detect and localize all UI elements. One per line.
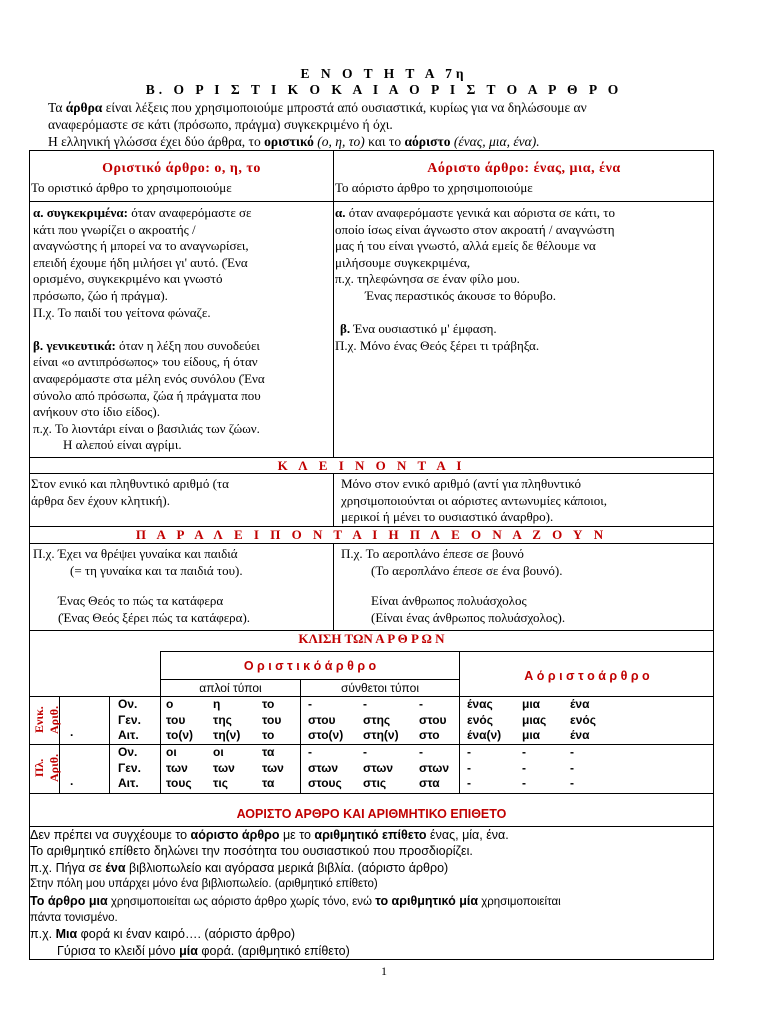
article-form: της [213, 712, 232, 727]
article-form: τα [262, 745, 275, 759]
case-label: Γεν. [118, 712, 141, 727]
article-form: η [213, 697, 221, 711]
indefinite-use-intro: Το αόριστο άρθρο το χρησιμοποιούμε [335, 180, 533, 195]
case-label: Αιτ. [118, 776, 139, 790]
case-label: Αιτ. [118, 728, 139, 742]
article-form: στη(ν) [363, 728, 399, 742]
article-form: των [213, 760, 235, 775]
article-form: - [467, 760, 471, 775]
article-form: των [262, 760, 284, 775]
article-form: ενός [570, 712, 596, 727]
article-form: ο [166, 697, 174, 711]
divider [29, 543, 714, 544]
indefinite-heading: Αόριστο άρθρο: ένας, μια, ένα [427, 161, 621, 176]
article-form: - [419, 697, 423, 711]
divider [29, 201, 714, 202]
article-form: ενός [467, 712, 493, 727]
article-form: τους [166, 776, 192, 790]
declined-indefinite: Μόνο στον ενικό αριθμό (αντί για πληθυντικό χρησιμοποιούνται οι αόριστες αντωνυμίες κάποιοι, μερικοί ή μένει το ουσιαστικό άναρθρο). [341, 476, 607, 525]
article-form: τις [213, 776, 228, 790]
table-row [0, 745, 768, 761]
declension-heading: ΚΛΙΣΗ ΤΩΝ Α Ρ Θ Ρ Ω Ν [298, 631, 445, 646]
article-form: στα [419, 776, 440, 790]
article-form: - [467, 776, 471, 790]
omitted-indefinite: Π.χ. Το αεροπλάνο έπεσε σε βουνό (Το αεροπλάνο έπεσε σε ένα βουνό). Είναι άνθρωπος πολυάσχολος (Είναι ένας άνθρωπος πολυάσχολος). [341, 546, 566, 625]
case-label: Γεν. [118, 760, 141, 775]
divider [333, 473, 334, 526]
intro-line-2: αναφερόμαστε σε κάτι (πρόσωπο, πράγμα) συγκεκριμένο ή όχι. [48, 117, 393, 132]
article-form: ένα(ν) [467, 728, 502, 742]
compound-forms-label: σύνθετοι τύποι [341, 681, 419, 695]
declined-heading: Κ Λ Ε Ι Ν Ο Ν Τ Α Ι [277, 458, 466, 473]
article-form: - [570, 760, 574, 775]
article-form: - [570, 745, 574, 759]
definite-table-title: Ο ρ ι σ τ ι κ ό ά ρ θ ρ ο [243, 659, 377, 673]
article-form: μια [522, 697, 541, 711]
indefinite-table-title: Α ό ρ ι σ τ ο ά ρ θ ρ ο [524, 669, 650, 683]
article-form: στων [419, 760, 450, 775]
article-form: στο(ν) [308, 728, 344, 742]
article-form: στους [308, 776, 342, 790]
divider [333, 543, 334, 630]
plural-rows [0, 745, 768, 792]
numeral-text: Δεν πρέπει να συγχέουμε το αόριστο άρθρο με το αριθμητικό επίθετο ένας, μία, ένα. Το αριθμητικό επίθετο δηλώνει την ποσότητα του ουσιαστικού που προσδιορίζει. π.χ. Πήγα σε ένα βιβλιοπωλείο και αγόρασα μερικά βιβλία. (αόριστο άρθρο) Στην πόλη μου υπάρχει μόνο ένα βιβλιοπωλείο. (αριθμητικό επίθετο) Το άρθρο μια χρησιμοποιείται ως αόριστο άρθρο χωρίς τόνο, ενώ το αριθμητικό μία χρησιμοποιείται πάντα τονισμένο. π.χ. Μια φορά κι έναν καιρό…. (αόριστο άρθρο) Γύρισα το κλειδί μόνο μία φορά. (αριθμητικό επίθετο) [30, 828, 561, 958]
article-form: - [570, 776, 574, 790]
divider [333, 150, 334, 457]
article-form: στου [308, 712, 336, 727]
table-row [0, 713, 768, 729]
article-form: στου [419, 712, 447, 727]
article-form: ένα [570, 728, 590, 742]
table-row [0, 761, 768, 777]
article-form: οι [213, 745, 224, 759]
article-form: το(ν) [166, 728, 194, 742]
table-row [0, 728, 768, 744]
article-form: οι [166, 745, 177, 759]
article-form: του [166, 712, 186, 727]
article-form: - [522, 776, 526, 790]
article-form: - [419, 745, 423, 759]
table-line [160, 651, 714, 652]
definite-usage-a: α. συγκεκριμένα: όταν αναφερόμαστε σε κάτι που γνωρίζει ο ακροατής / αναγνώστης ή μπορεί να το αναγνωρίσει, επειδή έχουμε ήδη μιλήσει γι' αυτό. (Ένα ορισμένο, συγκεκριμένο και γνωστό πρόσωπο, ζώο ή πράγμα). Π.χ. Το παιδί του γείτονα φώναζε. β. γενικευτικά: όταν η λέξη που συνοδεύει είναι «ο αντιπρόσωπος» του είδους, ή όταν αναφερόμαστε στα μέλη ενός συνόλου (Ένα σύνολο από πρόσωπα, ζώα ή πράγματα που ανήκουν στο ίδιο είδος). π.χ. Το λιοντάρι είναι ο βασιλιάς των ζώων. Η αλεπού είναι αγρίμι. [33, 205, 265, 453]
table-row [0, 776, 768, 792]
article-form: το [262, 697, 275, 711]
article-form: ένα [570, 697, 590, 711]
omitted-heading: Π Α Ρ Α Λ Ε Ι Π Ο Ν Τ Α Ι Η Π Λ Ε Ο Ν Α Ζ Ο Υ Ν [135, 527, 608, 542]
page-number: 1 [381, 964, 387, 978]
definite-heading: Οριστικό άρθρο: ο, η, το [102, 161, 261, 176]
intro-line-3: Η ελληνική γλώσσα έχει δύο άρθρα, το οριστικό (ο, η, το) και το αόριστο (ένας, μια, ένα). [48, 134, 540, 149]
article-form: - [467, 745, 471, 759]
table-line [160, 679, 459, 680]
article-form: τα [262, 776, 275, 790]
definite-use-intro: Το οριστικό άρθρο το χρησιμοποιούμε [31, 180, 232, 195]
article-form: - [522, 745, 526, 759]
article-form: των [166, 760, 188, 775]
page-title: Β. Ο Ρ Ι Σ Τ Ι Κ Ο Κ Α Ι Α Ο Ρ Ι Σ Τ Ο Α Ρ Θ Ρ Ο [145, 82, 623, 97]
row-dot: . [70, 725, 74, 739]
omitted-definite: Π.χ. Έχει να θρέψει γυναίκα και παιδιά (= τη γυναίκα και τα παιδιά του). Ένας Θεός το πώς τα κατάφερα (Ένας Θεός ξέρει πώς τα κατάφερα). [33, 546, 251, 625]
row-dot: . [70, 774, 74, 788]
singular-rows [0, 697, 768, 744]
article-form: στων [363, 760, 394, 775]
numeral-heading: ΑΟΡΙΣΤΟ ΑΡΘΡΟ ΚΑΙ ΑΡΙΘΜΗΤΙΚΟ ΕΠΙΘΕΤΟ [236, 807, 507, 821]
article-form: - [308, 745, 312, 759]
singular-label: Ενικ. Αριθ. [32, 705, 61, 735]
article-form: - [363, 697, 367, 711]
article-form: στις [363, 776, 387, 790]
article-form: στης [363, 712, 391, 727]
article-form: στο [419, 728, 440, 742]
case-label: Ον. [118, 745, 138, 759]
article-form: του [262, 712, 282, 727]
indefinite-usage: α. όταν αναφερόμαστε γενικά και αόριστα σε κάτι, το οποίο ίσως είναι άγνωστο στον ακροατή / αναγνώστη μας ή του είναι γνωστό, αλλά εμείς δε θέλουμε να μιλήσουμε συγκεκριμένα, π.χ. τηλεφώνησα σε έναν φίλο μου. Ένας περαστικός άκουσε το θόρυβο. β. Ένα ουσιαστικό μ' έμφαση. Π.χ. Μόνο ένας Θεός ξέρει τι τράβηξα. [335, 205, 615, 353]
case-label: Ον. [118, 697, 138, 711]
unit-title: Ε Ν Ο Τ Η Τ Α 7η [300, 66, 468, 81]
simple-forms-label: απλοί τύποι [199, 681, 262, 695]
article-form: ένας [467, 697, 493, 711]
article-form: - [308, 697, 312, 711]
declined-definite: Στον ενικό και πληθυντικό αριθμό (τα άρθρα δεν έχουν κλητική). [31, 476, 229, 508]
table-line [29, 793, 714, 794]
article-form: το [262, 728, 275, 742]
article-form: - [522, 760, 526, 775]
article-form: μιας [522, 712, 547, 727]
article-form: τη(ν) [213, 728, 241, 742]
article-form: στων [308, 760, 339, 775]
table-row [0, 697, 768, 713]
article-form: - [363, 745, 367, 759]
plural-label: Πλ. Αριθ. [32, 753, 61, 783]
intro-line-1: Τα άρθρα είναι λέξεις που χρησιμοποιούμε μπροστά από ουσιαστικά, κυρίως για να δηλώσουμε αν [48, 100, 587, 115]
article-form: μια [522, 728, 541, 742]
